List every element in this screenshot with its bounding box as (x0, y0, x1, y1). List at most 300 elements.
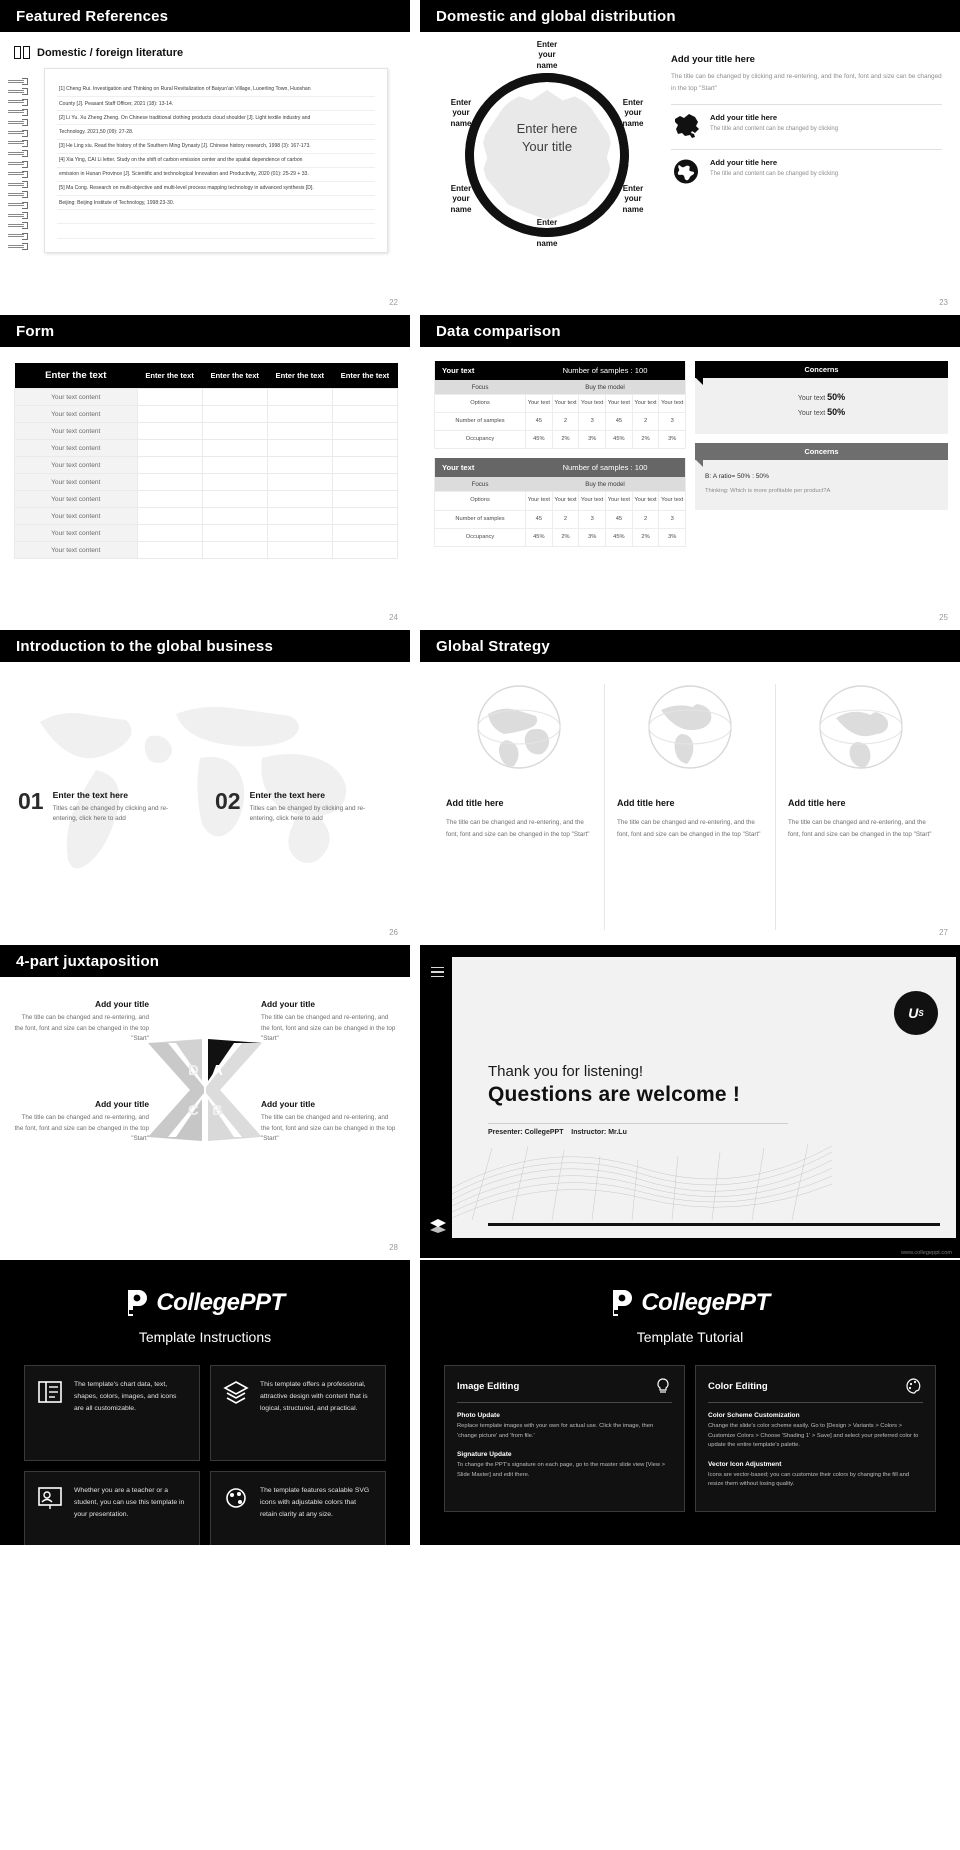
center-label (482, 120, 612, 155)
table-row (15, 508, 398, 525)
tutorial-panel-head (708, 1377, 923, 1403)
reference-line: [4] Xia Ying, CAI Li letter. Study on the shift of carbon emission center and the spatial dependence of carbon (57, 154, 375, 168)
table-cell: 45% (605, 431, 632, 448)
table-cell: Your text (578, 492, 605, 509)
quadrant-title: Add your title (261, 999, 315, 1009)
references-body (0, 32, 410, 253)
vector-icon (223, 1485, 249, 1511)
node-label-6: Enter your name (450, 98, 472, 128)
table-cell-label: Your text content (15, 457, 138, 474)
table-row (15, 406, 398, 423)
list-item (215, 790, 390, 825)
brand-name: CollegePPT (156, 1289, 285, 1316)
table-cell: Your text (605, 492, 632, 509)
comparison-table (434, 361, 686, 449)
table-row (15, 474, 398, 491)
table-cell (267, 440, 332, 457)
item-number: 02 (215, 788, 241, 814)
table-cell: 2 (552, 511, 579, 528)
table-head-left: Your text (442, 463, 475, 473)
table-row-label: Options (470, 497, 490, 504)
hamburger-icon[interactable] (431, 967, 444, 980)
table-cell (332, 457, 397, 474)
slide-title: Introduction to the global business (0, 630, 410, 662)
collegeppt-logo-icon (125, 1288, 149, 1318)
reference-line: Technology. 2021,50 (09): 27-28. (57, 125, 375, 139)
strategy-title: Add title here (617, 798, 675, 808)
strategy-column (434, 684, 604, 930)
reference-line: emission in Hunan Province [J]. Scientific and technological Innovation and Productivity, 2020 (01): 25-29 + 33. (57, 168, 375, 182)
slide-template-tutorial (420, 1260, 960, 1545)
table-cell: 3 (658, 511, 685, 528)
table-cell (202, 508, 267, 525)
table-cell (137, 457, 202, 474)
quadrant-body: The title can be changed and re-entering, and the font, font and size can be changed in the top "Start" (14, 1014, 149, 1043)
table-cell (332, 542, 397, 559)
business-body (0, 662, 410, 930)
notch-decor (695, 377, 703, 385)
node-label-5: Enter your name (450, 184, 472, 214)
table-cell-label: Your text content (15, 542, 138, 559)
slide-title: Domestic and global distribution (420, 0, 960, 32)
slide-global-strategy (420, 630, 960, 943)
svg-text:B: B (212, 1102, 223, 1119)
notch-decor (695, 459, 703, 467)
slide-four-part-juxtaposition (0, 945, 410, 1258)
table-cell (202, 440, 267, 457)
table-cell: Your text (658, 492, 685, 509)
table-row (15, 423, 398, 440)
slide-title: Data comparison (420, 315, 960, 347)
list-item-title: Add your title here (710, 112, 778, 122)
slide-thank-you (420, 945, 960, 1258)
right-body: The title can be changed by clicking and re-entering, and the font, font and size can be changed in the top "Start" (671, 73, 942, 92)
table-cell: 2 (632, 511, 659, 528)
table-cell (332, 525, 397, 542)
list-item-title: Add your title here (710, 157, 778, 167)
slide-number: 22 (389, 298, 398, 307)
quadrant-title: Add your title (95, 1099, 149, 1109)
table-cell-label: Your text content (15, 423, 138, 440)
table-sub-left: Focus (471, 383, 489, 391)
table-cell: 3% (658, 529, 685, 546)
references-panel (44, 68, 388, 253)
slide-number: 28 (389, 1243, 398, 1252)
distribution-text-column (665, 42, 946, 300)
concerns-card-1 (695, 361, 948, 434)
svg-text:A: A (212, 1062, 223, 1079)
table-cell: 2% (632, 431, 659, 448)
strategy-column (604, 684, 775, 930)
table-cell-label: Your text content (15, 389, 138, 406)
strategy-title: Add title here (788, 798, 846, 808)
distribution-body (420, 32, 960, 300)
center-line-2: Your title (521, 138, 573, 154)
node-label-2: Enter your name (622, 98, 644, 128)
comparison-tables (434, 361, 686, 547)
table-sub-right: Buy the model (585, 480, 625, 488)
globe-icon (671, 158, 701, 185)
table-row-label: Occupancy (465, 436, 495, 443)
table-cell: 45% (525, 529, 552, 546)
slide-number: 26 (389, 928, 398, 937)
table-cell: Your text (525, 492, 552, 509)
table-cell (267, 525, 332, 542)
form-body (0, 347, 410, 559)
column-header: Enter the text (137, 363, 202, 389)
slide-title: Form (0, 315, 410, 347)
list-item-body: The title and content can be changed by clicking (710, 125, 839, 132)
table-cell: 3 (658, 413, 685, 430)
instructor-label: Instructor: Mr.Lu (571, 1129, 627, 1136)
list-item (671, 104, 942, 140)
table-cell (137, 508, 202, 525)
table-cell (332, 440, 397, 457)
column-header: Enter the text (267, 363, 332, 389)
reference-line: [2] Li Yu. Xu Zheng Zheng. On Chinese traditional clothing products cloud shoulder [J]. Light textile industry and (57, 111, 375, 125)
concerns-heading: Concerns (695, 361, 948, 378)
list-item-body: The title and content can be changed by clicking (710, 170, 839, 177)
quadrant-bottom-right (261, 1099, 396, 1145)
slides-icon (37, 1379, 63, 1405)
slide-number: 25 (939, 613, 948, 622)
table-cell: 3% (578, 529, 605, 546)
table-cell: Your text (605, 395, 632, 412)
badge-letter: U (908, 1005, 919, 1021)
concerns-line-1-text: Your text (797, 395, 828, 402)
quadrant-title: Add your title (261, 1099, 315, 1109)
table-cell: 3 (578, 511, 605, 528)
table-cell: 45% (525, 431, 552, 448)
layers-icon (223, 1379, 249, 1405)
table-row (15, 457, 398, 474)
table-cell: Your text (632, 395, 659, 412)
quadrant-top-right (261, 999, 396, 1045)
table-cell: 3 (578, 413, 605, 430)
quadrant-body: The title can be changed and re-entering, and the font, font and size can be changed in the top "Start" (261, 1014, 396, 1043)
table-sub-right: Buy the model (585, 383, 625, 391)
table-cell (332, 491, 397, 508)
instruction-card (210, 1365, 386, 1461)
presenter-icon (37, 1485, 63, 1511)
slide-global-business-intro (0, 630, 410, 943)
table-cell-label: Your text content (15, 508, 138, 525)
table-cell (202, 542, 267, 559)
tutorial-block (708, 1461, 923, 1490)
table-row-label: Number of samples (455, 515, 505, 522)
china-map-icon (671, 113, 701, 140)
tutorial-block (457, 1451, 672, 1480)
table-cell: 45 (605, 413, 632, 430)
reference-line: [1] Cheng Rui. Investigation and Thinking on Rural Revitalization of Baiyun'an Village, Luoerling Town, Huoshan (57, 83, 375, 97)
reference-line: County [J]. Peasant Staff Officer, 2021 (18): 13-14. (57, 97, 375, 111)
concerns-ratio: B: A ratio= 50% : 50% (705, 472, 769, 480)
strategy-title: Add title here (446, 798, 504, 808)
table-row (435, 430, 685, 448)
layers-icon (429, 1218, 447, 1234)
thank-you-line-2: Questions are welcome ! (488, 1083, 741, 1106)
table-cell: 2% (552, 529, 579, 546)
instruction-card (24, 1365, 200, 1461)
table-cell: 45 (605, 511, 632, 528)
table-cell (202, 474, 267, 491)
strategy-body: The title can be changed and re-entering, and the font, font and size can be changed in the top "Start" (446, 819, 590, 838)
slide-featured-references (0, 0, 410, 313)
table-cell: Your text (525, 395, 552, 412)
globe-icon (818, 684, 904, 770)
table-cell (202, 389, 267, 406)
globe-icon (647, 684, 733, 770)
table-cell (267, 406, 332, 423)
divider (488, 1123, 788, 1124)
instruction-cards (0, 1365, 410, 1545)
mesh-decor (452, 1130, 832, 1220)
table-cell (267, 474, 332, 491)
table-cell (137, 491, 202, 508)
concerns-column (695, 361, 948, 547)
concerns-line-1-value: 50% (827, 392, 846, 402)
table-cell: 2% (632, 529, 659, 546)
circle-diagram (430, 42, 665, 272)
table-row (15, 491, 398, 508)
section-heading-row (14, 46, 396, 59)
table-cell-label: Your text content (15, 474, 138, 491)
table-cell: 45 (525, 413, 552, 430)
badge-superscript: S (918, 1008, 924, 1018)
x-shape-icon (146, 1035, 264, 1145)
tutorial-block-body: Change the slide's color scheme easily. Go to [Design > Variants > Colors > Customize Colors > Choose 'Shading 1' > Save] and select your preferred color to update the entire template's palette. (708, 1423, 919, 1449)
table-cell (137, 542, 202, 559)
tutorial-panel (444, 1365, 685, 1512)
table-cell (267, 389, 332, 406)
concerns-thinking: Thinking: Which is more profitable per product?A (705, 488, 831, 495)
list-item (18, 790, 193, 825)
tutorial-block (708, 1412, 923, 1451)
table-cell (137, 406, 202, 423)
brand-name: CollegePPT (641, 1289, 770, 1316)
table-cell (332, 508, 397, 525)
reference-line: [3] He Ling xiu. Read the history of the Southern Ming Dynasty [J]. Chinese history research, 1998 (3): 167-173. (57, 140, 375, 154)
strategy-body: The title can be changed and re-entering, and the font, font and size can be changed in the top "Start" (617, 819, 761, 838)
instruction-card-text: The template features scalable SVG icons with adjustable colors that retain clarity at any size. (260, 1487, 370, 1518)
tutorial-panel-title: Color Editing (708, 1380, 768, 1392)
instruction-card-text: Whether you are a teacher or a student, you can use this template in your presentation. (74, 1487, 185, 1518)
section-heading: Domestic / foreign literature (37, 46, 184, 59)
slide-subtitle: Template Tutorial (636, 1329, 744, 1345)
presenter-label: Presenter: CollegePPT (488, 1129, 564, 1136)
concerns-line-1 (705, 390, 938, 405)
table-sub-left: Focus (471, 480, 489, 488)
table-cell (137, 474, 202, 491)
table-row (15, 542, 398, 559)
slide-number: 24 (389, 613, 398, 622)
svg-text:D: D (188, 1062, 199, 1079)
table-cell (332, 389, 397, 406)
item-text (53, 790, 193, 825)
table-cell (202, 406, 267, 423)
table-header-row (15, 363, 398, 389)
table-head-right: Number of samples : 100 (562, 366, 648, 375)
table-row (435, 412, 685, 430)
table-row (435, 510, 685, 528)
quadrant-bottom-left (14, 1099, 149, 1145)
brand-logo (0, 1288, 410, 1318)
table-row (15, 525, 398, 542)
tutorial-block-title: Color Scheme Customization (708, 1412, 800, 1419)
slide-title: Global Strategy (420, 630, 960, 662)
table-cell (137, 525, 202, 542)
table-cell-label: Your text content (15, 491, 138, 508)
quadrant-top-left (14, 999, 149, 1045)
svg-text:C: C (188, 1102, 199, 1119)
table-cell: 2 (632, 413, 659, 430)
table-cell: Your text (658, 395, 685, 412)
slide-form (0, 315, 410, 628)
list-item (671, 149, 942, 185)
logo-badge (894, 991, 938, 1035)
table-cell: 3% (658, 431, 685, 448)
strategy-column (775, 684, 946, 930)
table-cell (267, 457, 332, 474)
table-cell: 45 (525, 511, 552, 528)
concerns-line-2-text: Your text (797, 409, 828, 417)
quadrant-body (0, 977, 410, 1245)
item-number: 01 (18, 788, 44, 814)
table-row-label: Options (470, 400, 490, 406)
paperclip-decor (8, 78, 34, 248)
table-row-label: Occupancy (465, 533, 495, 540)
brand-logo (420, 1288, 960, 1318)
table-cell (332, 423, 397, 440)
table-cell (202, 525, 267, 542)
table-cell: Your text (632, 492, 659, 509)
instruction-card (24, 1471, 200, 1545)
table-cell: 2 (552, 413, 579, 430)
slide-number: 23 (939, 298, 948, 307)
concerns-line-2 (705, 405, 938, 420)
instruction-card-text: The template's chart data, text, shapes, colors, images, and icons are all customizable. (74, 1381, 177, 1412)
table-cell: Your text (552, 395, 579, 412)
node-label-3: Enter your name (622, 184, 644, 214)
table-cell (202, 457, 267, 474)
slide-title: 4-part juxtaposition (0, 945, 410, 977)
form-table-body (15, 389, 398, 559)
lightbulb-icon (654, 1377, 672, 1395)
item-text (250, 790, 390, 825)
table-row (15, 440, 398, 457)
table-row (435, 528, 685, 546)
quadrant-title: Add your title (95, 999, 149, 1009)
comparison-body (420, 347, 960, 547)
right-title: Add your title here (671, 54, 755, 65)
slide-title: Featured References (0, 0, 410, 32)
column-header: Enter the text (202, 363, 267, 389)
tutorial-panel-title: Image Editing (457, 1380, 520, 1392)
table-row (435, 394, 685, 412)
book-icon (14, 46, 30, 59)
palette-icon (905, 1377, 923, 1395)
instruction-card (210, 1471, 386, 1545)
slide-subtitle: Template Instructions (138, 1329, 272, 1345)
table-cell-label: Your text content (15, 440, 138, 457)
tutorial-block-title: Signature Update (457, 1451, 512, 1459)
concerns-heading: Concerns (695, 443, 948, 460)
table-cell (267, 542, 332, 559)
item-title: Enter the text here (52, 790, 129, 800)
table-cell-label: Your text content (15, 525, 138, 542)
slide-number: 27 (939, 928, 948, 937)
table-row-label: Number of samples (455, 418, 505, 425)
bottom-bar-decor (488, 1223, 940, 1226)
tutorial-block-body: Icons are vector-based; you can customize their colors by changing the fill and resize them without losing quality. (708, 1471, 910, 1488)
column-header: Enter the text (15, 363, 138, 389)
slide-template-instructions (0, 1260, 410, 1545)
item-body: Titles can be changed by clicking and re-entering, click here to add (249, 805, 366, 823)
globe-icon (476, 684, 562, 770)
item-body: Titles can be changed by clicking and re-entering, click here to add (52, 805, 169, 823)
table-cell: 45% (605, 529, 632, 546)
table-cell (332, 406, 397, 423)
slide-domestic-global-distribution (420, 0, 960, 313)
table-cell (267, 508, 332, 525)
tutorial-panels (420, 1365, 960, 1512)
list-item-text (710, 113, 838, 134)
tutorial-panel-head (457, 1377, 672, 1403)
node-label-4: Enter your name (536, 218, 558, 248)
concerns-line-2-value: 50% (827, 406, 846, 417)
slide-data-comparison (420, 315, 960, 628)
concerns-body (695, 378, 948, 424)
table-head-left: Your text (442, 366, 475, 375)
reference-line-empty (57, 224, 375, 238)
table-cell (267, 491, 332, 508)
strategy-body: The title can be changed and re-entering, and the font, font and size can be changed in the top "Start" (788, 819, 932, 838)
list-item-text (710, 158, 838, 179)
table-cell (202, 423, 267, 440)
node-label-1: Enter your name (536, 40, 558, 70)
table-cell (137, 440, 202, 457)
table-row (15, 389, 398, 406)
table-cell: Your text (552, 492, 579, 509)
footer-url: www.collegeppt.com (901, 1250, 952, 1256)
column-header: Enter the text (332, 363, 397, 389)
reference-line-empty (57, 210, 375, 224)
center-line-1: Enter here (516, 121, 578, 136)
form-table (14, 363, 398, 559)
table-cell (137, 389, 202, 406)
table-cell: 2% (552, 431, 579, 448)
table-row (435, 491, 685, 509)
quadrant-body: The title can be changed and re-entering, and the font, font and size can be changed in the top "Start" (14, 1114, 149, 1143)
quadrant-layout (0, 999, 410, 1199)
comparison-table (434, 458, 686, 546)
strategy-columns (420, 662, 960, 930)
tutorial-panel (695, 1365, 936, 1512)
tutorial-block-title: Photo Update (457, 1412, 500, 1419)
concerns-body (695, 460, 948, 501)
tutorial-block-body: To change the PPT's signature on each page, go to the master slide view [View > Slide Master] and edit there. (457, 1462, 666, 1478)
quadrant-body: The title can be changed and re-entering, and the font, font and size can be changed in the top "Start" (261, 1114, 396, 1143)
thank-you-panel (452, 957, 956, 1238)
tutorial-block (457, 1412, 672, 1441)
table-cell (267, 423, 332, 440)
collegeppt-logo-icon (610, 1288, 634, 1318)
table-cell (332, 474, 397, 491)
table-cell-label: Your text content (15, 406, 138, 423)
reference-line: Beijing: Beijing Institute of Technology, 1998:23-30. (57, 196, 375, 210)
instruction-card-text: This template offers a professional, attractive design with content that is logical, structured, and practical. (260, 1381, 368, 1412)
tutorial-block-body: Replace template images with your own for actual use. Click the image, then 'change picture' and 'from file.' (457, 1423, 654, 1439)
